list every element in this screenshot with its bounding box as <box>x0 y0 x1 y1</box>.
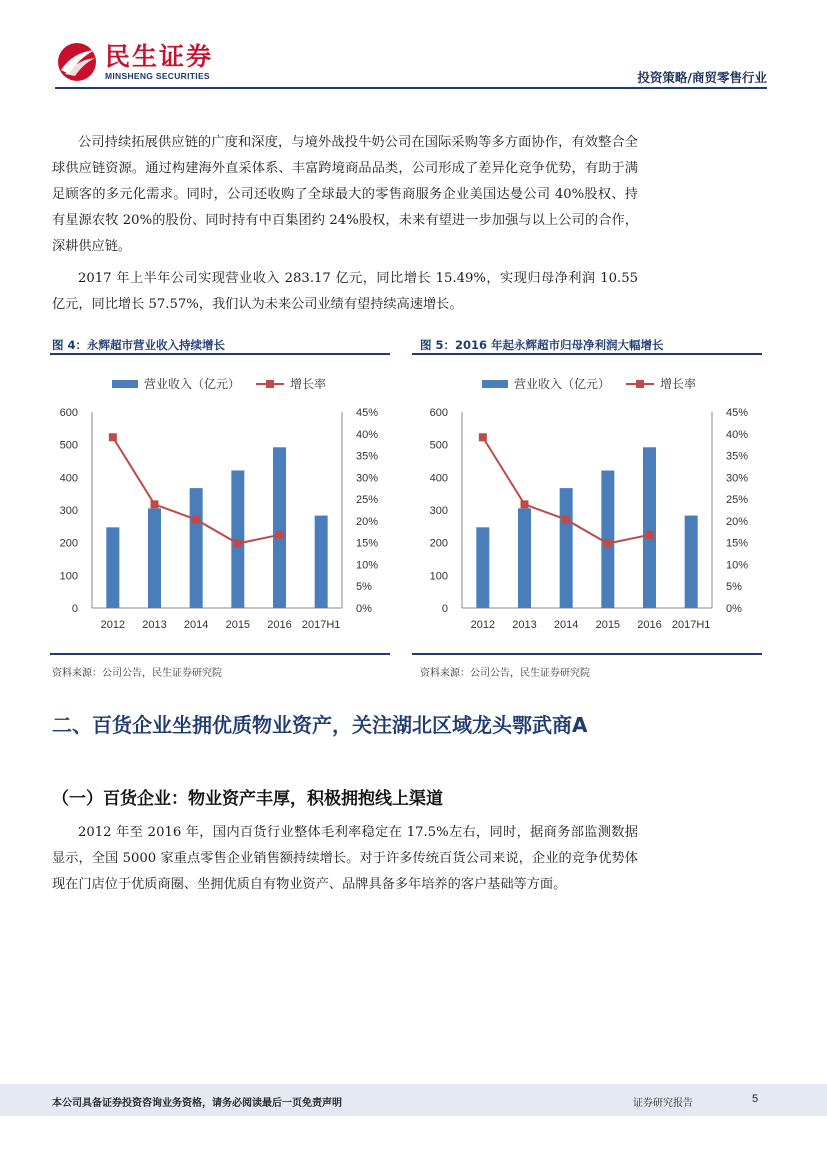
y-left-tick-label: 300 <box>59 505 78 517</box>
bar-2015 <box>601 470 614 608</box>
figure-4-chart <box>50 368 390 638</box>
growth-point-2016 <box>276 531 284 539</box>
growth-point-2015 <box>234 540 242 548</box>
figure-4-title: 图 4：永辉超市营业收入持续增长 <box>52 338 226 352</box>
y-right-tick-label: 0% <box>726 603 742 615</box>
x-tick-label: 2016 <box>637 619 662 631</box>
x-tick-label: 2015 <box>595 619 621 631</box>
y-left-tick-label: 300 <box>429 505 448 517</box>
y-right-tick-label: 5% <box>726 581 742 594</box>
figure-5-chart <box>420 368 760 638</box>
bar-2017H1 <box>685 516 698 608</box>
y-right-tick-label: 5% <box>356 581 372 594</box>
growth-point-2012 <box>109 433 117 441</box>
figure-5-top-rule <box>412 353 762 355</box>
figure-5-title: 图 5：2016 年起永辉超市归母净利润大幅增长 <box>420 338 664 352</box>
figure-5-bottom-rule <box>412 653 762 655</box>
company-logo <box>55 42 213 82</box>
y-left-tick-label: 100 <box>59 570 78 583</box>
y-right-tick-label: 30% <box>356 472 379 485</box>
subsection-heading: （一）百货企业：物业资产丰厚，积极拥抱线上渠道 <box>52 789 443 809</box>
growth-point-2012 <box>479 433 487 441</box>
y-left-tick-label: 400 <box>429 472 448 485</box>
logo-mark-icon <box>55 42 99 82</box>
bar-2014 <box>560 488 573 608</box>
y-right-tick-label: 40% <box>726 428 749 441</box>
x-tick-label: 2016 <box>267 619 292 631</box>
bar-2016 <box>643 447 656 608</box>
page-number: 5 <box>752 1093 759 1105</box>
legend-line-marker <box>636 380 644 388</box>
legend-bar-label: 营业收入（亿元） <box>144 377 241 391</box>
x-tick-label: 2017H1 <box>671 619 711 631</box>
y-left-tick-label: 200 <box>59 537 78 550</box>
y-left-tick-label: 100 <box>429 570 448 583</box>
bar-2013 <box>518 508 531 608</box>
growth-point-2013 <box>151 500 159 508</box>
y-right-tick-label: 15% <box>356 537 379 550</box>
y-left-tick-label: 200 <box>429 537 448 550</box>
y-left-tick-label: 500 <box>429 439 448 452</box>
x-tick-label: 2015 <box>225 619 251 631</box>
x-tick-label: 2013 <box>512 619 537 631</box>
figure-4-source: 资料来源：公司公告，民生证券研究院 <box>52 668 222 679</box>
x-tick-label: 2012 <box>100 619 126 631</box>
logo-chinese-name: 民生证券 <box>105 42 214 71</box>
y-right-tick-label: 35% <box>726 450 749 463</box>
page-footer <box>0 1084 827 1116</box>
x-tick-label: 2017H1 <box>301 619 341 631</box>
x-tick-label: 2014 <box>553 619 579 631</box>
x-tick-label: 2012 <box>470 619 496 631</box>
bar-2016 <box>273 447 286 608</box>
figure-5-source: 资料来源：公司公告，民生证券研究院 <box>420 668 590 679</box>
x-tick-label: 2013 <box>142 619 167 631</box>
bar-2017H1 <box>315 516 328 608</box>
y-right-tick-label: 10% <box>726 559 749 572</box>
header-divider <box>55 87 767 89</box>
figure-4-top-rule <box>50 353 390 355</box>
legend-bar-swatch <box>482 380 508 388</box>
y-right-tick-label: 25% <box>356 494 379 507</box>
report-category: 投资策略/商贸零售行业 <box>637 70 767 85</box>
y-right-tick-label: 30% <box>726 472 749 485</box>
y-left-tick-label: 600 <box>59 407 78 419</box>
bar-2014 <box>190 488 203 608</box>
growth-point-2015 <box>604 540 612 548</box>
legend-line-label: 增长率 <box>290 377 327 391</box>
page-header <box>0 0 827 95</box>
body-paragraph-1: 公司持续拓展供应链的广度和深度，与境外战投牛奶公司在国际采购等多方面协作，有效整合全球供应链资源。通过构建海外直采体系、丰富跨境商品品类，公司形成了差异化竞争优势，有助于满足顾客的多元化需求。同时，公司还收购了全球最大的零售商服务企业美国达曼公司 40%股权、持有星源农牧 20%的股份、同时持有中百集团约 24%股权，未来有望进一步加强与以上公司的合作，深耕供应链。 <box>52 135 638 254</box>
growth-point-2016 <box>646 531 654 539</box>
y-right-tick-label: 10% <box>356 559 379 572</box>
y-right-tick-label: 15% <box>726 537 749 550</box>
figure-4-bottom-rule <box>50 653 390 655</box>
y-left-tick-label: 0 <box>441 603 448 615</box>
legend-bar-label: 营业收入（亿元） <box>514 377 611 391</box>
footer-doc-type: 证券研究报告 <box>633 1098 693 1109</box>
y-right-tick-label: 25% <box>726 494 749 507</box>
legend-line-label: 增长率 <box>660 377 697 391</box>
bar-2012 <box>476 527 489 608</box>
bar-2015 <box>231 470 244 608</box>
legend-bar-swatch <box>112 380 138 388</box>
y-left-tick-label: 400 <box>59 472 78 485</box>
y-left-tick-label: 500 <box>59 439 78 452</box>
bar-2013 <box>148 508 161 608</box>
y-right-tick-label: 35% <box>356 450 379 463</box>
growth-point-2014 <box>192 516 200 524</box>
y-right-tick-label: 0% <box>356 603 372 615</box>
y-right-tick-label: 45% <box>726 407 749 419</box>
y-left-tick-label: 600 <box>429 407 448 419</box>
bar-2012 <box>106 527 119 608</box>
y-right-tick-label: 20% <box>356 515 379 528</box>
footer-disclaimer: 本公司具备证券投资咨询业务资格，请务必阅读最后一页免责声明 <box>52 1098 342 1109</box>
growth-point-2014 <box>562 516 570 524</box>
logo-english-name: MINSHENG SECURITIES <box>105 71 210 81</box>
y-right-tick-label: 20% <box>726 515 749 528</box>
y-right-tick-label: 40% <box>356 428 379 441</box>
body-paragraph-2: 2017 年上半年公司实现营业收入 283.17 亿元，同比增长 15.49%，实现归母净利润 10.55 亿元，同比增长 57.57%，我们认为未来公司业绩有望持续高速增长。 <box>52 271 638 312</box>
x-tick-label: 2014 <box>183 619 209 631</box>
section-heading: 二、百货企业坐拥优质物业资产，关注湖北区域龙头鄂武商A <box>52 713 588 737</box>
y-left-tick-label: 0 <box>71 603 78 615</box>
y-right-tick-label: 45% <box>356 407 379 419</box>
legend-line-marker <box>266 380 274 388</box>
body-paragraph-3: 2012 年至 2016 年，国内百货行业整体毛利率稳定在 17.5%左右，同时，据商务部监测数据显示，全国 5000 家重点零售企业销售额持续增长。对于许多传统百货公司来说，企业的竞争优势体现在门店位于优质商圈、坐拥优质自有物业资产、品牌具备多年培养的客户基础等方面。 <box>52 825 638 892</box>
growth-point-2013 <box>521 500 529 508</box>
